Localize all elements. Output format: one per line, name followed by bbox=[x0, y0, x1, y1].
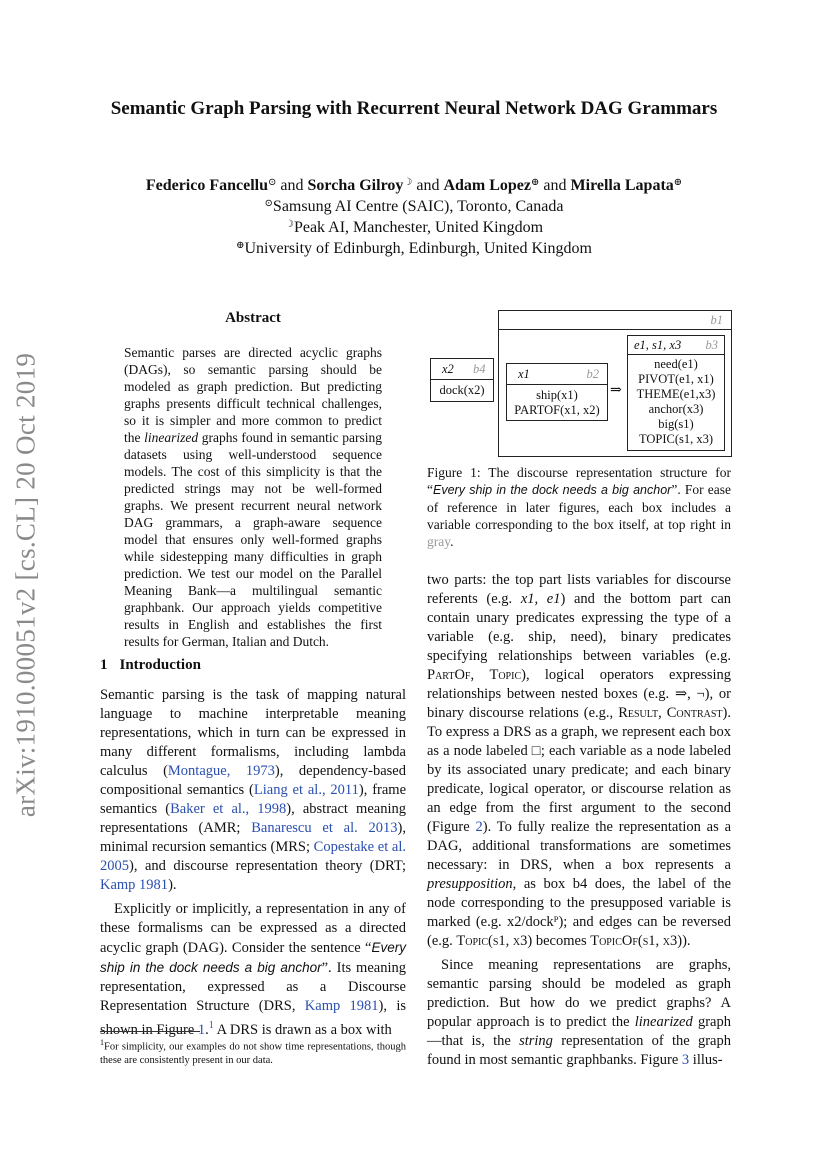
text: , as box b4 does, the label of the node corresponding to the presupposed variable is marked (e.g. x2/dockᴾ); and edges can be reversed (e.g. bbox=[427, 876, 731, 949]
math-vars: x1, e1 bbox=[520, 591, 561, 607]
right-column-body bbox=[427, 571, 731, 1070]
emphasis: presupposition bbox=[427, 876, 513, 892]
affil-mark: ☽ bbox=[403, 177, 413, 188]
footnote-ref[interactable]: 1 bbox=[208, 1020, 214, 1031]
footnote-rule bbox=[100, 1031, 200, 1032]
arxiv-id-text: arXiv:1910.00051v2 [cs.CL] 20 Oct 2019 bbox=[10, 352, 41, 818]
abstract-heading: Abstract bbox=[225, 310, 281, 326]
footnote bbox=[100, 1036, 406, 1067]
box-label: b2 bbox=[586, 367, 599, 381]
text: ), minimal recursion semantics (MRS; bbox=[100, 820, 406, 855]
affiliation-text: Peak AI, Manchester, United Kingdom bbox=[293, 219, 544, 236]
citation-link[interactable]: Liang et al., 2011 bbox=[253, 782, 359, 798]
citation-link[interactable]: Copestake et al. 2005 bbox=[100, 839, 406, 874]
abstract-text: Semantic parses are directed acyclic graphs (DAGs), so semantic parsing should be modeled as graph prediction. But predicting graphs presents difficult technical challenges, so it is simpler and more common to predict the bbox=[124, 345, 382, 445]
arxiv-stamp bbox=[3, 340, 49, 830]
abstract-body bbox=[124, 344, 382, 650]
box-condition: ship(x1) bbox=[536, 388, 578, 402]
text: ), abstract meaning representations (AMR; bbox=[100, 801, 406, 836]
drs-box-b4 bbox=[430, 358, 494, 402]
text: , bbox=[658, 705, 667, 721]
abstract-text: graphs found in semantic parsing datasets using well-understood sequence models. The cost of this simplicity is that the predicted strings may not be well-formed graphs. We present recurrent neural network DAG grammars, a graph-aware sequence model that ensures only well-formed graphs while sidestepping many difficulties in graph prediction. We test our model on the Parallel Meaning Bank—a multilingual semantic graphbank. Our approach yields competitive results in English and establishes the first results for German, Italian and Dutch. bbox=[124, 430, 382, 649]
citation-link[interactable]: Baker et al., 1998 bbox=[170, 801, 287, 817]
conjunction: and bbox=[416, 177, 440, 194]
text: Since meaning representations are graphs, semantic parsing should be modeled as graph prediction. But how do we predict graphs? A popular approach is to predict the bbox=[427, 957, 731, 1030]
box-condition: anchor(x3) bbox=[648, 402, 704, 416]
conjunction: and bbox=[280, 177, 304, 194]
section-title: Introduction bbox=[119, 657, 201, 673]
abstract-emphasis: linearized bbox=[144, 430, 199, 445]
box-label: b4 bbox=[473, 362, 486, 376]
text: ”. Its meaning representation, expressed as a Discourse Representation Structure (DRS, bbox=[100, 960, 406, 1014]
footnote-mark: 1 bbox=[100, 1038, 104, 1047]
relation-name: Contrast bbox=[666, 705, 723, 721]
text: ), and discourse representation theory (DRT; bbox=[129, 858, 406, 874]
text: illus- bbox=[689, 1052, 723, 1068]
drs-box-b1 bbox=[498, 310, 732, 457]
box-referent: x2 bbox=[442, 362, 454, 376]
box-condition: THEME(e1,x3) bbox=[636, 387, 716, 401]
text: . bbox=[450, 534, 454, 549]
text: graph—that is, the bbox=[427, 1014, 731, 1049]
emphasis: string bbox=[519, 1033, 553, 1049]
example-sentence: Every ship in the dock needs a big anchor bbox=[100, 940, 406, 975]
footnote-text: For simplicity, our examples do not show time representations, though these are consistently present in our data. bbox=[100, 1041, 406, 1066]
drs-figure bbox=[428, 310, 734, 460]
author-name: Mirella Lapata bbox=[570, 177, 674, 194]
text: A DRS is drawn as a box with bbox=[213, 1021, 392, 1038]
text: becomes bbox=[532, 933, 591, 949]
box-referent: e1, s1, x3 bbox=[634, 338, 682, 352]
text: Figure 1: The discourse representation structure for “ bbox=[427, 465, 731, 497]
figure-ref-link[interactable]: 3 bbox=[681, 1052, 690, 1068]
affil-mark: ⊕ bbox=[531, 177, 540, 188]
figure-ref-link[interactable]: 1 bbox=[197, 1021, 206, 1038]
citation-link[interactable]: Kamp 1981 bbox=[304, 998, 379, 1014]
author-name: Sorcha Gilroy bbox=[307, 177, 404, 194]
text: ), dependency-based compositional semantics ( bbox=[100, 763, 406, 798]
text: ), frame semantics ( bbox=[100, 782, 407, 817]
drs-box-b3 bbox=[627, 335, 725, 451]
affil-mark: ☽ bbox=[284, 219, 294, 230]
emphasis: linearized bbox=[634, 1014, 693, 1030]
citation-link[interactable]: Kamp 1981 bbox=[100, 877, 169, 893]
text: ). To fully realize the representation as a DAG, additional transformations are sometimes necessary: in DRS, when a box represents a bbox=[427, 819, 732, 873]
text: ). bbox=[682, 933, 691, 949]
predicate-name: Topic bbox=[489, 667, 522, 683]
predicate-name: Topic(s1, x3) bbox=[456, 933, 533, 949]
affil-mark: ⊕ bbox=[673, 177, 683, 188]
box-referent: x1 bbox=[518, 367, 530, 381]
predicate-name: TopicOf(s1, x3) bbox=[590, 933, 683, 949]
text: representation of the graph found in most semantic graphbanks. Figure bbox=[427, 1033, 731, 1068]
text: Explicitly or implicitly, a representation in any of these formalisms can be expressed as a directed acyclic graph (DAG). Consider the sentence “ bbox=[100, 901, 406, 956]
affil-mark: ⊕ bbox=[236, 240, 245, 251]
affiliation-text: Samsung AI Centre (SAIC), Toronto, Canada bbox=[272, 198, 564, 215]
box-label: b1 bbox=[710, 313, 723, 327]
citation-link[interactable]: Banarescu et al. 2013 bbox=[251, 820, 398, 836]
paragraph bbox=[100, 686, 406, 895]
relation-name: Result bbox=[618, 705, 659, 721]
text: , bbox=[470, 667, 490, 683]
affil-mark: ⊙ bbox=[268, 177, 277, 188]
text: ). bbox=[168, 877, 177, 893]
paragraph bbox=[427, 956, 731, 1070]
conjunction: and bbox=[543, 177, 567, 194]
box-condition: PIVOT(e1, x1) bbox=[638, 372, 714, 386]
affil-mark: ⊙ bbox=[264, 198, 273, 209]
paragraph bbox=[100, 900, 406, 1040]
paper-title: Semantic Graph Parsing with Recurrent Neural Network DAG Grammars bbox=[110, 98, 718, 119]
implication-arrow: ⇒ bbox=[610, 383, 622, 398]
text: . bbox=[205, 1021, 209, 1038]
box-label: b3 bbox=[705, 338, 718, 352]
box-condition: need(e1) bbox=[654, 357, 698, 371]
text: Semantic parsing is the task of mapping natural language to machine interpretable meaning representations, which in turn can be expressed in many different formalisms, including lambda calculus ( bbox=[100, 687, 406, 779]
citation-link[interactable]: Montague, 1973 bbox=[167, 763, 275, 779]
figure-ref-link[interactable]: 2 bbox=[475, 819, 483, 835]
paragraph bbox=[427, 571, 731, 951]
gray-word: gray bbox=[427, 534, 451, 549]
left-column-body bbox=[100, 686, 406, 1040]
text: ), is shown in Figure bbox=[100, 998, 406, 1038]
affiliation-text: University of Edinburgh, Edinburgh, United Kingdom bbox=[244, 240, 592, 257]
box-condition: dock(x2) bbox=[439, 383, 485, 397]
text: two parts: the top part lists variables for discourse referents (e.g. bbox=[427, 572, 731, 607]
box-header bbox=[499, 311, 731, 330]
box-condition: big(s1) bbox=[658, 417, 694, 431]
predicate-name: PartOf bbox=[427, 667, 471, 683]
figure-caption bbox=[427, 464, 731, 550]
example-sentence: Every ship in the dock needs a big anchor bbox=[433, 483, 672, 497]
section-heading bbox=[100, 657, 201, 674]
text: ”. For ease of reference in later figures, each box includes a variable corresponding to the box itself, at top right in bbox=[427, 482, 731, 532]
author-name: Federico Fancellu bbox=[145, 177, 269, 194]
text: ), logical operators expressing relationships between nested boxes (e.g. ⇒, ¬), or binary discourse relations (e.g., bbox=[427, 667, 731, 721]
affiliation bbox=[60, 235, 768, 259]
box-condition: PARTOF(x1, x2) bbox=[514, 403, 600, 417]
box-condition: TOPIC(s1, x3) bbox=[638, 432, 714, 446]
author-name: Adam Lopez bbox=[443, 177, 532, 194]
text: ) and the bottom part can contain unary predicates expressing the type of a variable (e.g. ship, need), binary predicates specifying relationships between variables (e.g. bbox=[427, 591, 732, 664]
drs-box-b2 bbox=[506, 363, 608, 421]
section-number: 1 bbox=[100, 657, 108, 673]
text: ). To express a DRS as a graph, we represent each box as a node labeled □; each variable as a node labeled by its associated unary predicate; and each binary predicate, logical operator, or discourse relation as an edge from the first argument to the second (Figure bbox=[427, 705, 731, 835]
